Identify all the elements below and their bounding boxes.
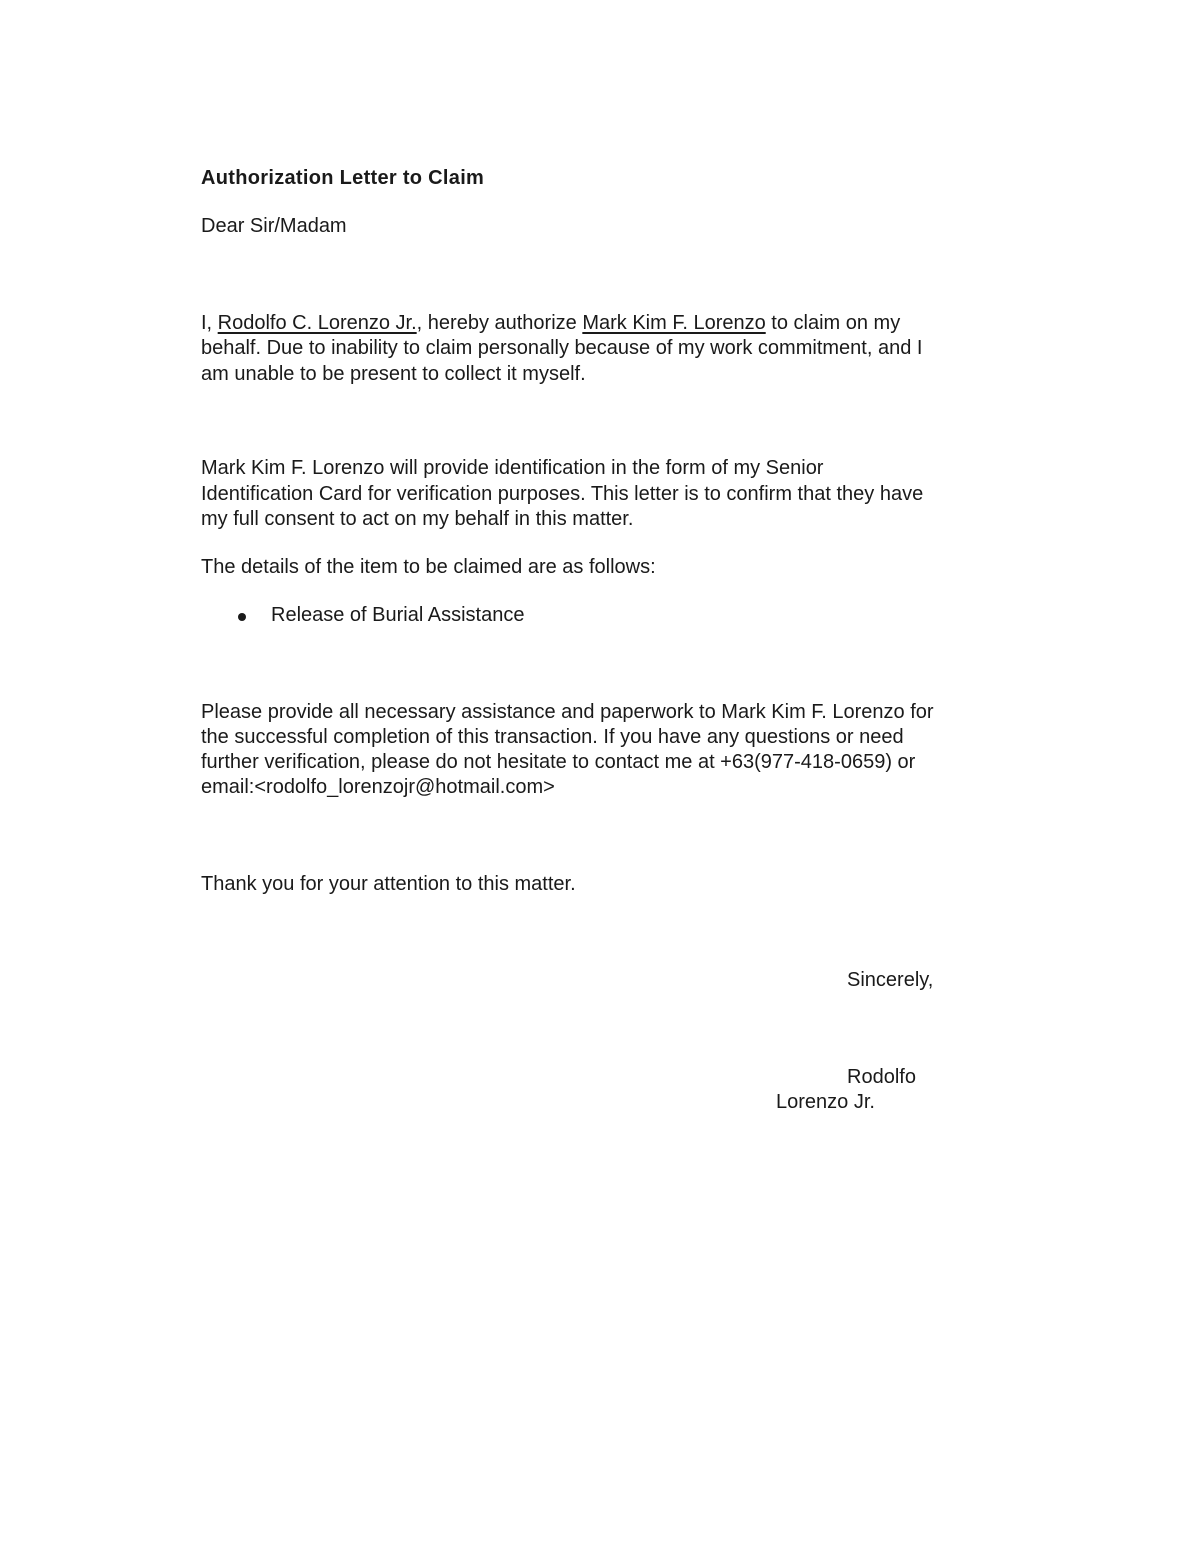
identification-line-2: Identification Card for verification purposes. This letter is to confirm that they have: [201, 483, 924, 505]
authorization-suffix: to claim on my: [765, 312, 901, 334]
authorization-line-3: am unable to be present to collect it myself.: [201, 363, 586, 385]
authorizer-name: Rodolfo C. Lorenzo Jr.: [217, 312, 417, 334]
authorization-middle: , hereby authorize: [416, 312, 583, 334]
salutation: Dear Sir/Madam: [201, 215, 347, 237]
letter-title: Authorization Letter to Claim: [201, 167, 485, 189]
assistance-line-1: Please provide all necessary assistance and paperwork to Mark Kim F. Lorenzo for: [201, 701, 934, 723]
assistance-line-3: further verification, please do not hesitate to contact me at +63(977-418-0659) or: [201, 751, 916, 773]
thank-you-line: Thank you for your attention to this matter.: [201, 873, 576, 895]
authorization-line-1: [201, 311, 900, 337]
details-intro: The details of the item to be claimed are as follows:: [201, 556, 656, 578]
bullet-icon: [238, 613, 246, 621]
authorization-line-2: behalf. Due to inability to claim personally because of my work commitment, and I: [201, 337, 923, 359]
assistance-line-2: the successful completion of this transaction. If you have any questions or need: [201, 726, 904, 748]
identification-line-1: Mark Kim F. Lorenzo will provide identification in the form of my Senior: [201, 457, 824, 479]
representative-name: Mark Kim F. Lorenzo: [582, 312, 766, 334]
closing: Sincerely,: [847, 969, 934, 991]
signature-last-name: Lorenzo Jr.: [776, 1091, 875, 1113]
authorization-prefix: I,: [201, 312, 218, 334]
claim-item: Release of Burial Assistance: [271, 604, 525, 626]
signature-first-name: Rodolfo: [847, 1066, 916, 1088]
identification-line-3: my full consent to act on my behalf in this matter.: [201, 508, 634, 530]
contact-email: email:<rodolfo_lorenzojr@hotmail.com>: [201, 776, 555, 798]
